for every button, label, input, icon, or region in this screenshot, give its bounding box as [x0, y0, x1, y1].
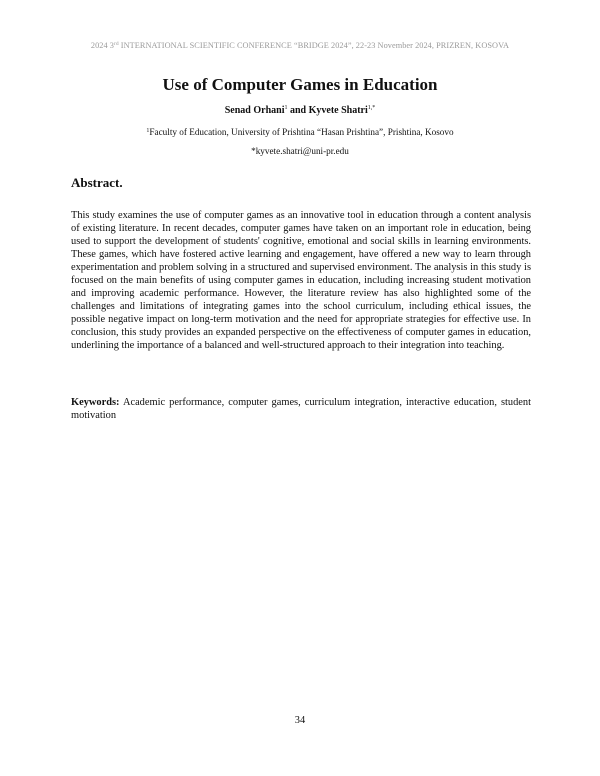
affiliation-mark: 1 [146, 128, 150, 134]
keywords [71, 396, 531, 422]
running-header-year: 2024 3 [90, 41, 114, 50]
running-header-ordinal: rd [114, 41, 119, 47]
running-header [0, 41, 600, 50]
corresponding-email: *kyvete.shatri@uni-pr.edu [251, 146, 349, 156]
author-affiliation-mark: 1,* [367, 105, 376, 111]
affiliation [0, 127, 600, 137]
author-affiliation-mark: 1 [284, 105, 288, 111]
abstract-body: This study examines the use of computer games as an innovative tool in education through a content analysis of existing literature. In recent decades, computer games have taken on an important role in education, being used to support the development of students' cognitive, emotional and social skills in learning environments. These games, which have fostered active learning and engagement, have offered a new way to learn through experimentation and problem solving in a structured and supervised environment. The analysis in this study is focused on the main benefits of using computer games in education, including increasing student motivation and improving academic performance. However, the literature review has also highlighted some of the challenges and limitations of integrating games into the school curriculum, including ethical issues, the possible negative impact on long-term motivation and the need for appropriate strategies for effective use. In conclusion, this study provides an expanded perspective on the effectiveness of computer games in education, underlining the importance of a balanced and well-structured approach to their integration into teaching. [71, 210, 531, 351]
page-number: 34 [294, 715, 306, 726]
author-line [0, 105, 600, 116]
keywords-text: Academic performance, computer games, curriculum integration, interactive education, student motivation [71, 397, 531, 421]
keywords-label: Keywords: [71, 397, 120, 408]
author-join: and [287, 105, 309, 116]
paper-title: Use of Computer Games in Education [162, 75, 438, 94]
author-name: Senad Orhani [224, 105, 285, 116]
running-header-text: INTERNATIONAL SCIENTIFIC CONFERENCE “BRIDGE 2024”, 22-23 November 2024, PRIZREN, KOSOVA [118, 41, 510, 50]
affiliation-text: Faculty of Education, University of Prishtina “Hasan Prishtina”, Prishtina, Kosovo [149, 127, 454, 137]
author-name: Kyvete Shatri [308, 105, 368, 116]
abstract-heading: Abstract. [71, 175, 123, 190]
